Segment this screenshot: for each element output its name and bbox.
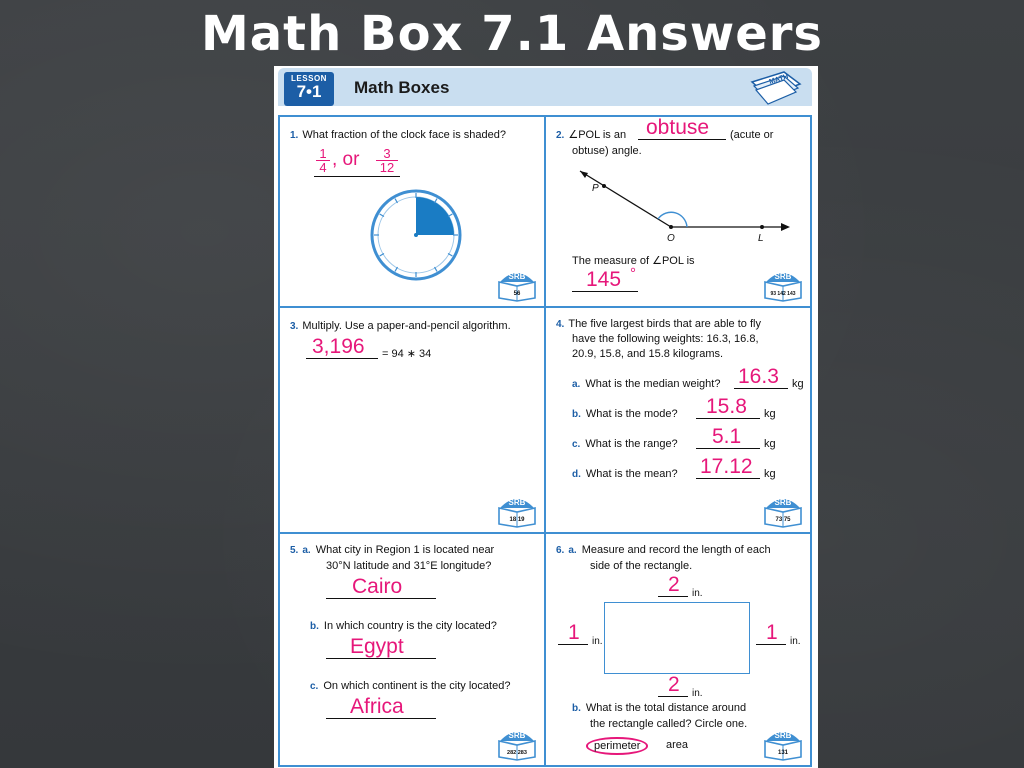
math-box-6: 6. a. Measure and record the length of each side of the rectangle. 2 in. 1 in. 1 in. 2 in. b. What is the total distance around the rectangle called? Circle one. perimeter area SRB 131 [544,532,812,767]
point-label-p: P [592,183,599,194]
q3-answer-line [306,358,378,359]
q4-part-d: d. What is the mean? [572,468,678,480]
srb-pages-6: 131 [777,750,789,756]
math-box-4 [544,306,812,534]
clock-face [368,187,464,283]
q4-text-2: have the following weights: 16.3, 16.8, [572,333,759,345]
srb-pages-4: 73 75 [775,517,791,523]
q4-answer-b: 15.8 [706,395,747,418]
srb-book-icon [496,721,538,761]
q4-number: 4. [556,319,565,330]
q2-answer-line [638,139,726,140]
srb-pages-5: 282 283 [507,750,527,756]
q1-answer-line [314,176,400,177]
q2-text-c: obtuse) angle. [572,145,642,157]
q3-number: 3. [290,321,299,332]
q2-text-b: (acute or [730,129,774,141]
logo-text: MATH [768,73,790,86]
q1-numerator-2: 3 [383,146,391,161]
q6-choice-perimeter-circled: perimeter [586,737,648,755]
q6-answer-top: 2 [668,573,680,596]
q2-measure-text: The measure of ∠POL is [572,255,695,267]
srb-pages-2: 93 142 143 [770,291,796,297]
srb-book-icon [762,721,804,761]
q3-expression: = 94 ∗ 34 [382,348,432,360]
q4-unit-a: kg [792,378,804,390]
q5-answer-c: Africa [350,695,404,718]
slide-title: Math Box 7.1 Answers [201,6,823,62]
lesson-number: 7•1 [296,82,322,101]
q6-b-text-2: the rectangle called? Circle one. [590,718,748,730]
q2-measure-line [572,291,638,292]
q2-answer-measure: 145 [586,268,622,291]
q6-choice-area: area [666,739,689,751]
math-boxes-grid [278,115,812,767]
point-label-l: L [758,233,764,244]
svg-text:SRB: SRB [774,498,792,507]
q3-answer: 3,196 [312,335,365,358]
math-book-icon [744,68,804,106]
q4-part-a: a. What is the median weight? [572,378,721,390]
q6-answer-left: 1 [568,621,580,644]
q4-answer-d: 17.12 [700,455,753,478]
lesson-word: LESSON [291,74,327,83]
svg-text:SRB: SRB [508,498,526,507]
q5-a-text-1: What city in Region 1 is located near [315,544,495,556]
q4-answer-c: 5.1 [712,425,742,448]
q4-unit-d: kg [764,468,776,480]
q4-part-b: b. What is the mode? [572,408,678,420]
angle-pol-diagram [566,161,796,251]
q6-answer-right: 1 [766,621,778,644]
q1-text: What fraction of the clock face is shaded? [302,129,506,141]
q5-answer-a: Cairo [352,575,403,598]
math-box-5: 5. a. What city in Region 1 is located near 30°N latitude and 31°E longitude? Cairo b. In which country is the city located? Egypt c. On which continent is the city located? Africa SRB 282 283 [278,532,546,767]
q1-number: 1. [290,130,299,141]
q3-text: Multiply. Use a paper-and-pencil algorithm. [302,320,511,332]
q6-answer-bottom: 2 [668,673,680,696]
q5-number: 5. [290,545,299,556]
q2-number: 2. [556,130,565,141]
q6-a-text-2: side of the rectangle. [590,560,693,572]
rectangle-figure [604,602,750,674]
math-box-2 [544,115,812,308]
q4-text-1: The five largest birds that are able to fly [568,318,761,330]
q4-unit-b: kg [764,408,776,420]
header-title: Math Boxes [354,78,450,97]
q5-a-text-2: 30°N latitude and 31°E longitude? [326,560,492,572]
svg-text:SRB: SRB [508,731,526,740]
q2-text-a: ∠POL is an [568,129,627,141]
q5-part-c: c. On which continent is the city located? [310,680,511,692]
srb-book-icon [496,488,538,528]
q1-numerator-1: 1 [319,146,327,161]
math-box-3 [278,306,546,534]
point-label-o: O [667,233,675,244]
q4-answer-a: 16.3 [738,365,779,388]
q6-part-b: b. What is the total distance around [572,702,747,714]
srb-pages-3: 18 19 [509,517,525,523]
svg-text:SRB: SRB [508,272,526,281]
worksheet-header [278,68,812,106]
svg-text:SRB: SRB [774,731,792,740]
q4-part-c: c. What is the range? [572,438,678,450]
svg-text:SRB: SRB [774,272,792,281]
srb-book-icon [762,488,804,528]
q1-denominator-1: 4 [316,160,330,174]
srb-book-icon [496,262,538,302]
q4-text-3: 20.9, 15.8, and 15.8 kilograms. [572,348,724,360]
srb-pages-1: 56 [513,291,521,297]
lesson-badge [284,72,334,106]
q1-denominator-2: 12 [376,160,398,174]
math-box-1 [278,115,546,308]
q1-joiner: , or [332,149,360,170]
q6-number: 6. [556,545,565,556]
q6-a-text-1: Measure and record the length of each [581,544,771,556]
q5-answer-b: Egypt [350,635,404,658]
q5-part-b: b. In which country is the city located? [310,620,497,632]
q2-degree: ° [630,265,636,282]
worksheet-page [274,66,818,768]
srb-book-icon [762,262,804,302]
q2-answer-obtuse: obtuse [646,116,710,139]
q4-unit-c: kg [764,438,776,450]
